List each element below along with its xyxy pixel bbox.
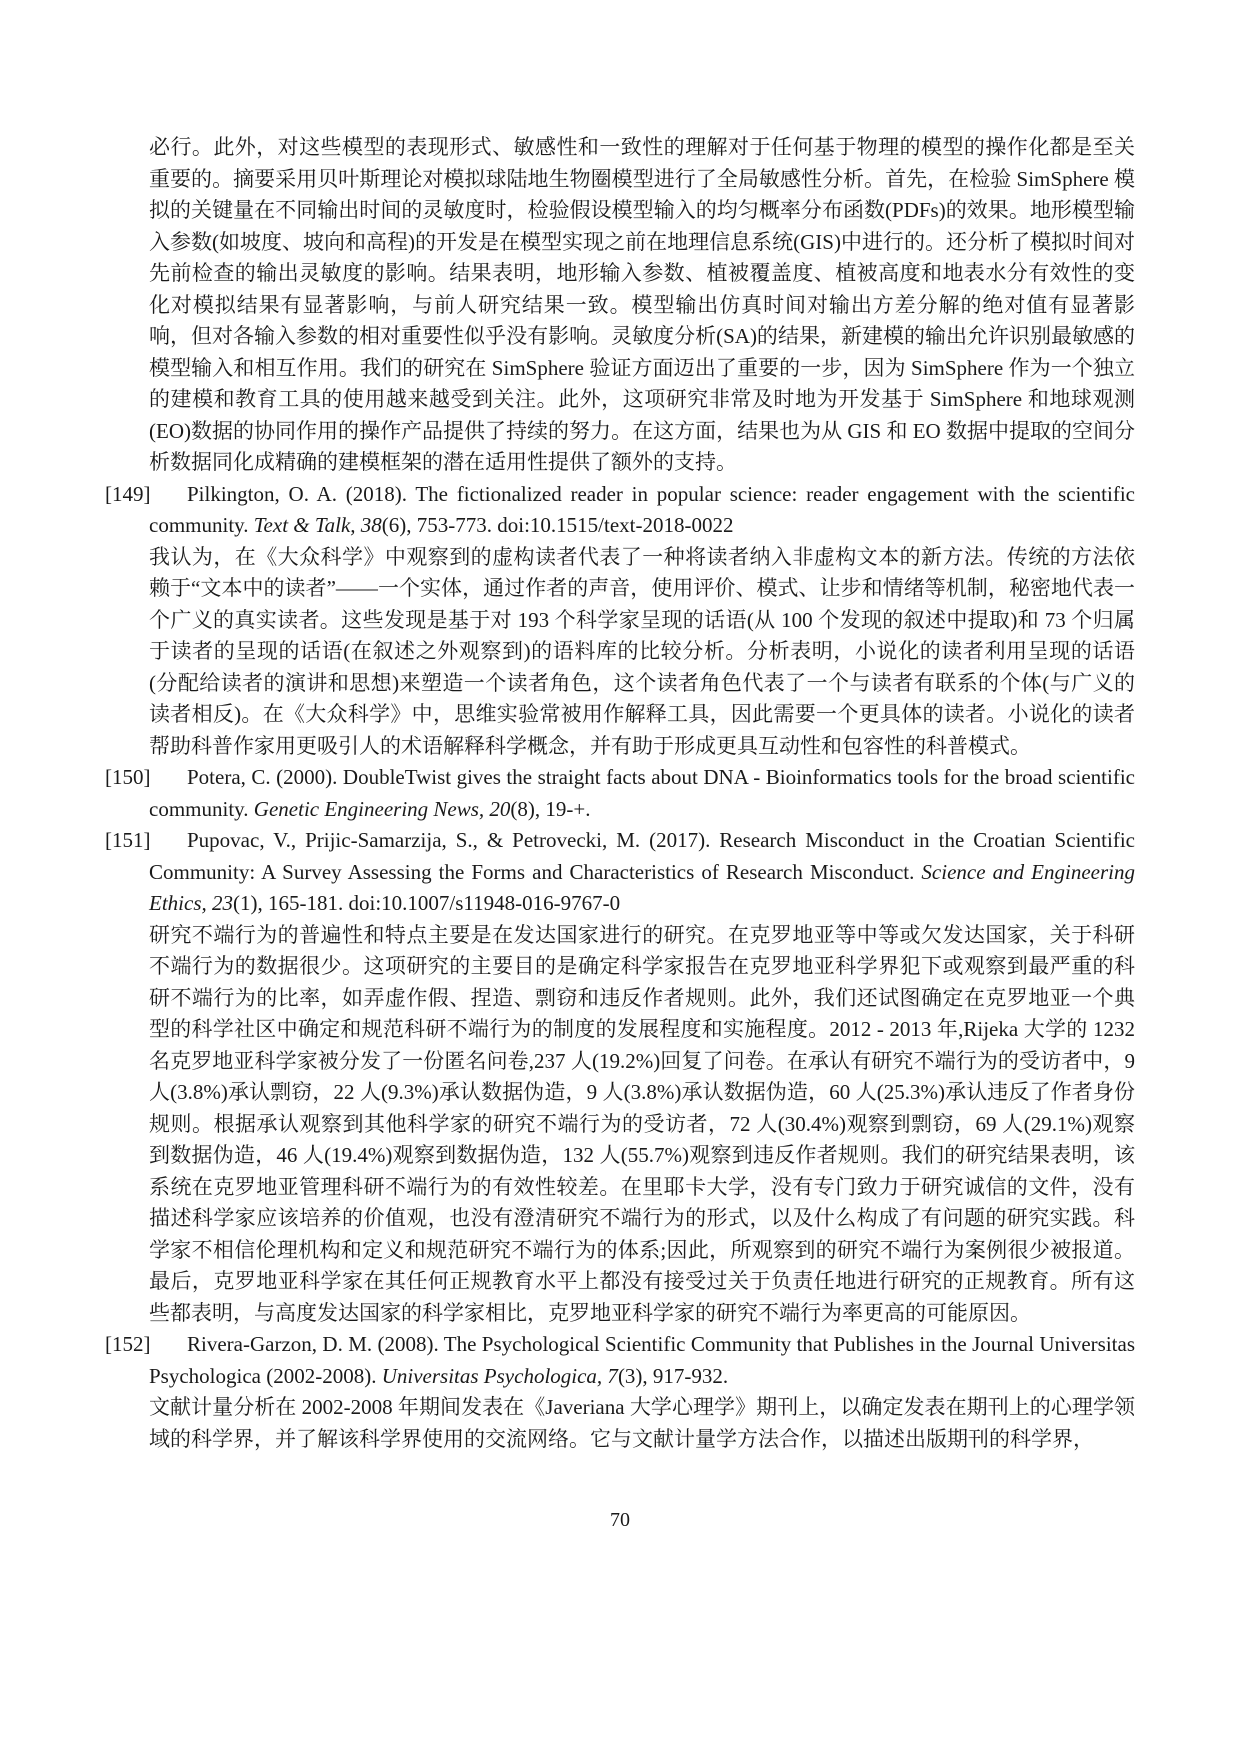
reference-annotation-zh: 研究不端行为的普遍性和特点主要是在发达国家进行的研究。在克罗地亚等中等或欠发达国家，关于科研不端行为的数据很少。这项研究的主要目的是确定科学家报告在克罗地亚科学界犯下或观察到最严重的科研不端行为的比率，如弄虚作假、捏造、剽窃和违反作者规则。此外，我们还试图确定在克罗地亚一个典型的科学社区中确定和规范科研不端行为的制度的发展程度和实施程度。2012 - 2013 年,Rijeka 大学的 1232 名克罗地亚科学家被分发了一份匿名问卷,237 人(19.2%)回复了问卷。在承认有研究不端行为的受访者中，9 人(3.8%)承认剽窃，22 人(9.3%)承认数据伪造，9 人(3.8%)承认数据伪造，60 人(25.3%)承认违反了作者身份规则。根据承认观察到其他科学家的研究不端行为的受访者，72 人(30.4%)观察到剽窃，69 人(29.1%)观察到数据伪造，46 人(19.4%)观察到数据伪造，132 人(55.7%)观察到违反作者规则。我们的研究结果表明，该系统在克罗地亚管理科研不端行为的有效性较差。在里耶卡大学，没有专门致力于研究诚信的文件，没有描述科学家应该培养的价值观，也没有澄清研究不端行为的形式，以及什么构成了有问题的研究实践。科学家不相信伦理机构和定义和规范研究不端行为的体系;因此，所观察到的研究不端行为案例很少被报道。最后，克罗地亚科学家在其任何正规教育水平上都没有接受过关于负责任地进行研究的正规教育。所有这些都表明，与高度发达国家的科学家相比，克罗地亚科学家的研究不端行为率更高的可能原因。: [149, 922, 1135, 1325]
reference-label: [151]: [105, 828, 151, 852]
citation-text: Pupovac, V., Prijic-Samarzija, S., & Petrovecki, M. (2017). Research Misconduct in the Croatian Scientific Community: A Survey Assessing the Forms and Characteristics of Research Misconduct.: [149, 828, 1135, 884]
journal-title: Science and Engineering Ethics, 23: [149, 859, 1135, 915]
reference-entry-152: [105, 1329, 1135, 1455]
reference-label: [150]: [105, 765, 151, 789]
reference-entry-150: [105, 762, 1135, 825]
reference-annotation-zh: 文献计量分析在 2002-2008 年期间发表在《Javeriana 大学心理学》期刊上，以确定发表在期刊上的心理学领域的科学界，并了解该科学界使用的交流网络。它与文献计量学方法合作，以描述出版期刊的科学界，: [149, 1395, 1135, 1451]
journal-title: Universitas Psychologica, 7: [381, 1363, 618, 1388]
citation-pages-doi: (8), 19-+.: [510, 796, 591, 821]
citation-text: Pilkington, O. A. (2018). The fictionalized reader in popular science: reader engagement with the scientific community.: [149, 481, 1135, 537]
reference-entry-151: [105, 825, 1135, 1329]
reference-entry-149: [105, 479, 1135, 763]
reference-citation: [149, 479, 1135, 542]
page-number: 70: [610, 1509, 630, 1531]
reference-annotation-zh: 我认为，在《大众科学》中观察到的虚构读者代表了一种将读者纳入非虚构文本的新方法。传统的方法依赖于“文本中的读者”——一个实体，通过作者的声音，使用评价、模式、让步和情绪等机制，秘密地代表一个广义的真实读者。这些发现是基于对 193 个科学家呈现的话语(从 100 个发现的叙述中提取)和 73 个归属于读者的呈现的话语(在叙述之外观察到)的语料库的比较分析。分析表明，小说化的读者利用呈现的话语(分配给读者的演讲和思想)来塑造一个读者角色，这个读者角色代表了一个与读者有联系的个体(与广义的读者相反)。在《大众科学》中，思维实验常被用作解释工具，因此需要一个更具体的读者。小说化的读者帮助科普作家用更吸引人的术语解释科学概念，并有助于形成更具互动性和包容性的科普模式。: [149, 544, 1135, 758]
intro-paragraph: 必行。此外，对这些模型的表现形式、敏感性和一致性的理解对于任何基于物理的模型的操作化都是至关重要的。摘要采用贝叶斯理论对模拟球陆地生物圈模型进行了全局敏感性分析。首先，在检验 SimSphere 模拟的关键量在不同输出时间的灵敏度时，检验假设模型输入的均匀概率分布函数(PDFs)的效果。地形模型输入参数(如坡度、坡向和高程)的开发是在模型实现之前在地理信息系统(GIS)中进行的。还分析了模拟时间对先前检查的输出灵敏度的影响。结果表明，地形输入参数、植被覆盖度、植被高度和地表水分有效性的变化对模拟结果有显著影响，与前人研究结果一致。模型输出仿真时间对输出方差分解的绝对值有显著影响，但对各输入参数的相对重要性似乎没有影响。灵敏度分析(SA)的结果，新建模的输出允许识别最敏感的模型输入和相互作用。我们的研究在 SimSphere 验证方面迈出了重要的一步，因为 SimSphere 作为一个独立的建模和教育工具的使用越来越受到关注。此外，这项研究非常及时地为开发基于 SimSphere 和地球观测(EO)数据的协同作用的操作产品提供了持续的努力。在这方面，结果也为从 GIS 和 EO 数据中提取的空间分析数据同化成精确的建模框架的潜在适用性提供了额外的支持。: [149, 135, 1135, 474]
reference-citation: [149, 1329, 1135, 1392]
journal-title: Text & Talk, 38: [253, 513, 382, 537]
reference-citation: [149, 762, 1135, 825]
journal-title: Genetic Engineering News, 20: [253, 796, 511, 821]
citation-pages-doi: (1), 165-181. doi:10.1007/s11948-016-9767-0: [233, 891, 621, 915]
reference-label: [149]: [105, 481, 151, 506]
citation-text: Potera, C. (2000). DoubleTwist gives the straight facts about DNA - Bioinformatics tools for the broad scientific community.: [149, 765, 1135, 821]
text-block: [105, 132, 1135, 1455]
citation-pages-doi: (6), 753-773. doi:10.1515/text-2018-0022: [381, 513, 734, 537]
reference-citation: [149, 825, 1135, 920]
reference-label: [152]: [105, 1332, 151, 1356]
citation-text: Rivera-Garzon, D. M. (2008). The Psychological Scientific Community that Publishes in the Journal Universitas Psychologica (2002-2008).: [149, 1332, 1135, 1388]
citation-pages-doi: (3), 917-932.: [617, 1363, 729, 1388]
